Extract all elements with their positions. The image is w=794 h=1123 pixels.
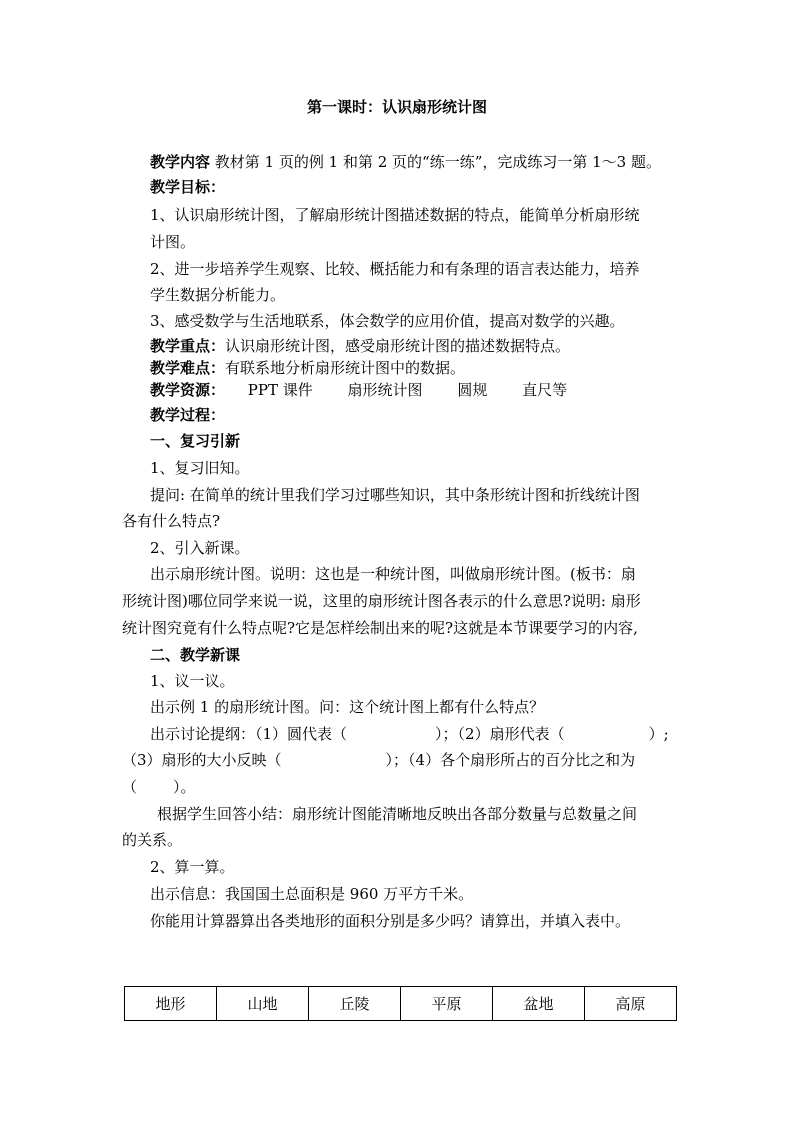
- goals-label: 教学目标：: [150, 178, 226, 196]
- lesson-title: 第一课时：认识扇形统计图: [306, 98, 487, 116]
- table-header-cell: 高原: [585, 987, 677, 1021]
- intro-paragraph-line-3: 统计图究竟有什么特点呢?它是怎样绘制出来的呢?这就是本节课要学习的内容,: [122, 619, 638, 637]
- table-row: [125, 987, 677, 1021]
- discussion-item-1: 出示讨论提纲：（1）圆代表（: [150, 725, 348, 743]
- section-2-step-2: 2、算一算。: [150, 858, 235, 876]
- table-header-cell: 平原: [401, 987, 493, 1021]
- area-info: 出示信息：我国国土总面积是 960 万平方千米。: [150, 885, 474, 903]
- discussion-item-3: （3）扇形的大小反映（: [122, 751, 282, 769]
- intro-paragraph-line-2: 形统计图)哪位同学来说一说，这里的扇形统计图各表示的什么意思?说明: 扇形: [122, 592, 641, 610]
- table-header-cell: 地形: [125, 987, 217, 1021]
- table-header-cell: 盆地: [493, 987, 585, 1021]
- goal-2-line-a: 2、进一步培养学生观察、比较、概括能力和有条理的语言表达能力，培养: [150, 260, 640, 278]
- summary-line-a: 根据学生回答小结：扇形统计图能清晰地反映出各部分数量与总数量之间: [157, 805, 638, 823]
- resource-item: 圆规: [457, 381, 488, 399]
- section-2-heading: 二、教学新课: [150, 646, 241, 664]
- discussion-blank-close: ）。: [173, 778, 196, 796]
- intro-paragraph-line-1: 出示扇形统计图。说明：这也是一种统计图，叫做扇形统计图。(板书：扇: [150, 565, 636, 583]
- resource-item: 直尺等: [522, 381, 568, 399]
- discussion-line-2: [122, 750, 635, 770]
- section-1-heading: 一、复习引新: [150, 432, 241, 450]
- key-point-line: [150, 336, 570, 356]
- discussion-item-4: ）；（4）各个扇形所占的百分比之和为: [385, 751, 636, 769]
- resources-label: 教学资源：: [150, 381, 226, 399]
- content-line: [150, 152, 661, 172]
- review-question-line-b: 各有什么特点?: [122, 512, 221, 530]
- review-question-line-a: 提问: 在简单的统计里我们学习过哪些知识，其中条形统计图和折线统计图: [150, 486, 640, 504]
- resources-line: [150, 380, 567, 400]
- resource-item: 扇形统计图: [347, 381, 423, 399]
- difficulty-text: 有联系地分析扇形统计图中的数据。: [225, 359, 466, 377]
- goal-1-line-a: 1、认识扇形统计图，了解扇形统计图描述数据的特点，能简单分析扇形统: [150, 206, 640, 224]
- discussion-item-2: ）；（2）扇形代表（: [435, 725, 565, 743]
- content-text: 教材第 1 页的例 1 和第 2 页的“练一练”，完成练习一第 1～3 题。: [214, 153, 661, 171]
- summary-line-b: 的关系。: [122, 831, 183, 849]
- table-header-cell: 山地: [217, 987, 309, 1021]
- key-point-label: 教学重点：: [150, 337, 226, 355]
- section-1-step-1: 1、复习旧知。: [150, 459, 250, 477]
- example-question: 出示例 1 的扇形统计图。问：这个统计图上都有什么特点？: [150, 698, 545, 716]
- discussion-line-1-end: ）;: [648, 725, 669, 743]
- section-1-step-2: 2、引入新课。: [150, 539, 250, 557]
- goal-1-line-b: 计图。: [150, 233, 196, 251]
- key-point-text: 认识扇形统计图，感受扇形统计图的描述数据特点。: [225, 337, 571, 355]
- section-2-step-1: 1、议一议。: [150, 672, 235, 690]
- goal-3-line: 3、感受数学与生活地联系，体会数学的应用价值，提高对数学的兴趣。: [150, 312, 625, 330]
- content-label: 教学内容: [150, 153, 211, 171]
- goal-2-line-b: 学生数据分析能力。: [150, 286, 286, 304]
- difficulty-line: [150, 358, 465, 378]
- discussion-blank-open: （: [122, 778, 138, 796]
- terrain-table: [124, 986, 677, 1021]
- process-label: 教学过程：: [150, 406, 226, 424]
- resource-item: PPT 课件: [247, 381, 313, 399]
- table-header-cell: 丘陵: [309, 987, 401, 1021]
- discussion-line-3: [122, 777, 196, 797]
- calculation-prompt: 你能用计算器算出各类地形的面积分别是多少吗？请算出，并填入表中。: [150, 912, 631, 930]
- difficulty-label: 教学难点：: [150, 359, 226, 377]
- discussion-line-1: [150, 724, 669, 744]
